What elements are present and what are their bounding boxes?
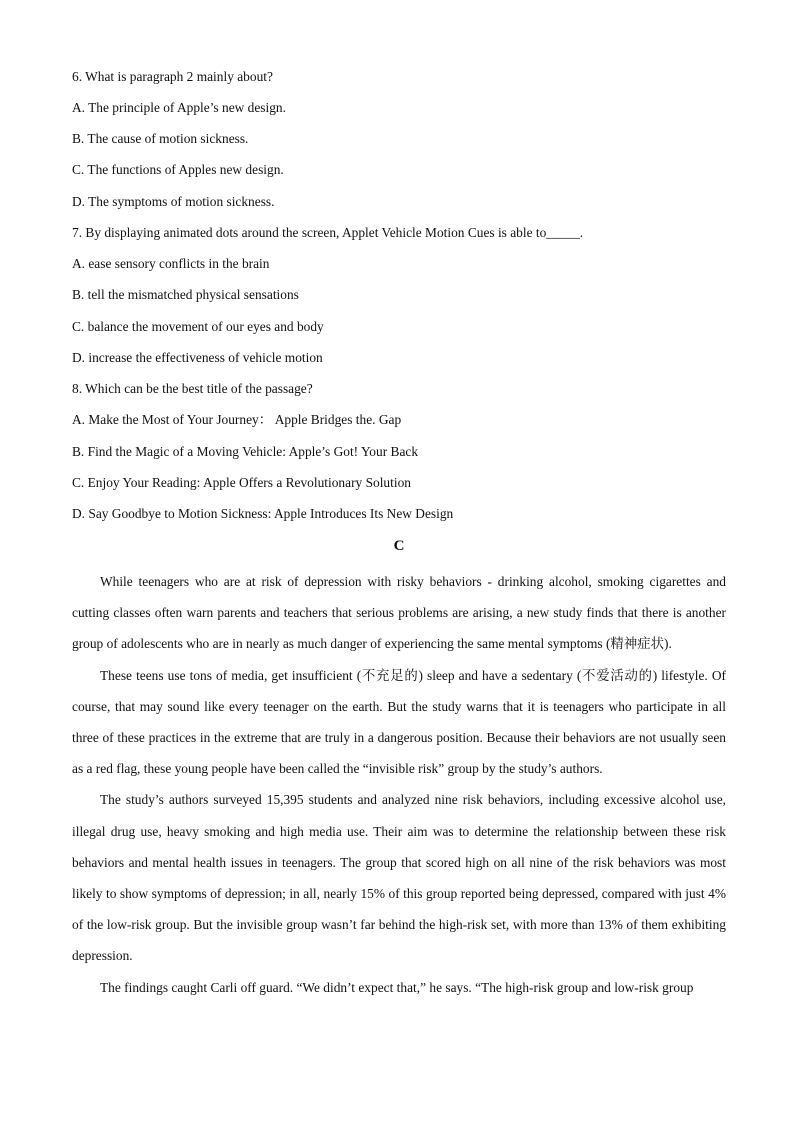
question-6-option-d: D. The symptoms of motion sickness. <box>72 194 275 209</box>
section-heading: C <box>393 538 405 554</box>
question-7-option-d: D. increase the effectiveness of vehicle motion <box>72 350 323 365</box>
question-7-option-b: B. tell the mismatched physical sensations <box>72 287 299 302</box>
question-6-option-b: B. The cause of motion sickness. <box>72 131 249 146</box>
question-8-option-d: D. Say Goodbye to Motion Sickness: Apple Introduces Its New Design <box>72 506 454 521</box>
question-7-stem: 7. By displaying animated dots around the screen, Applet Vehicle Motion Cues is able to_____. <box>72 225 584 240</box>
question-7-option-c: C. balance the movement of our eyes and body <box>72 319 324 334</box>
question-8-option-a: A. Make the Most of Your Journey： Apple Bridges the. Gap <box>72 412 402 427</box>
passage-paragraph-3: The study’s authors surveyed 15,395 students and analyzed nine risk behaviors, including excessive alcohol use, illegal drug use, heavy smoking and high media use. Their aim was to determine the relationship between these risk behaviors and mental health issues in teenagers. The group that scored high on all nine of the risk behaviors was most likely to show symptoms of depression; in all, nearly 15% of this group reported being depressed, compared with just 4% of the low-risk group. But the invisible group wasn’t far behind the high-risk set, with more than 13% of them exhibiting depression. <box>72 792 726 964</box>
passage-text <box>72 566 726 1003</box>
question-7-option-a: A. ease sensory conflicts in the brain <box>72 256 270 271</box>
question-8-option-c: C. Enjoy Your Reading: Apple Offers a Revolutionary Solution <box>72 475 411 490</box>
question-6-option-a: A. The principle of Apple’s new design. <box>72 100 286 115</box>
question-8-stem: 8. Which can be the best title of the passage? <box>72 381 313 396</box>
question-6-stem: 6. What is paragraph 2 mainly about? <box>72 69 273 84</box>
question-8-option-b: B. Find the Magic of a Moving Vehicle: Apple’s Got! Your Back <box>72 444 419 459</box>
question-6-option-c: C. The functions of Apples new design. <box>72 162 284 177</box>
passage-paragraph-4: The findings caught Carli off guard. “We didn’t expect that,” he says. “The high-risk group and low-risk group <box>100 979 694 995</box>
passage-paragraph-2: These teens use tons of media, get insufficient (不充足的) sleep and have a sedentary (不爱活动的) lifestyle. Of course, that may sound like every teenager on the earth. But the study warns that it is teenagers who participate in all three of these practices in the extreme that are truly in a dangerous position. Because their behaviors are not usually seen as a red flag, these young people have been called the “invisible risk” group by the study’s authors. <box>72 667 726 777</box>
passage-paragraph-1: While teenagers who are at risk of depression with risky behaviors - drinking alcohol, smoking cigarettes and cutting classes often warn parents and teachers that serious problems are arising, a new study finds that there is another group of adolescents who are in nearly as much danger of experiencing the same mental symptoms (精神症状). <box>72 574 726 652</box>
